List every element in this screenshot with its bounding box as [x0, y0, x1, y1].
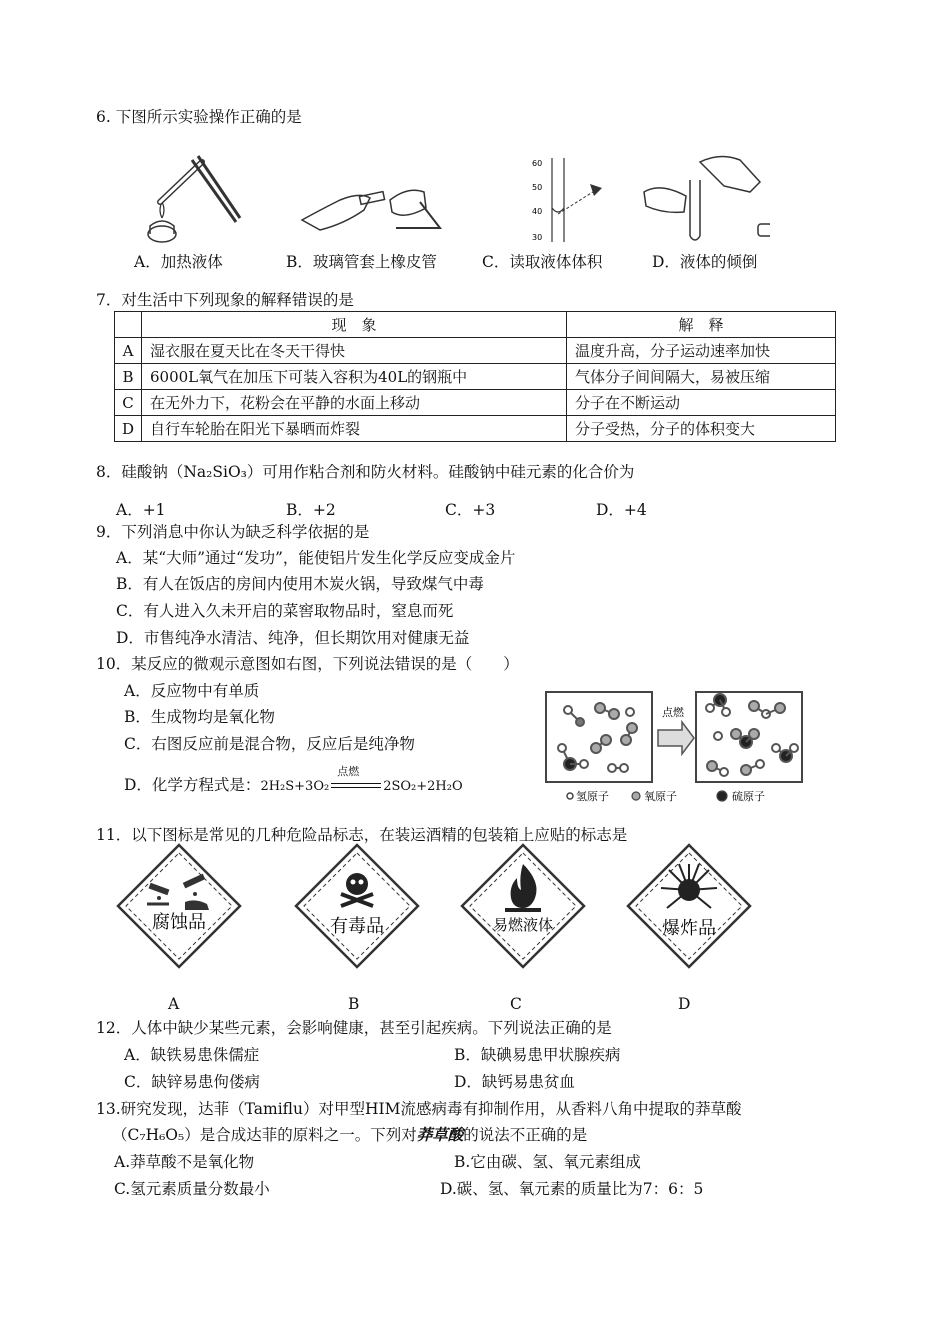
q11-letter-b: B [348, 995, 360, 1013]
q6-stem: 6. 下图所示实验操作正确的是 [96, 108, 302, 126]
glass-tube-rubber-hose-figure [300, 180, 450, 236]
table-row [115, 364, 836, 390]
q10-option-b: B．生成物均是氧化物 [124, 708, 275, 726]
q13-option-c: C.氢元素质量分数最小 [114, 1180, 270, 1198]
row-label: A [115, 338, 142, 364]
q12-option-d: D．缺钙易患贫血 [454, 1073, 575, 1091]
q7-header-blank [115, 312, 142, 338]
sign-label-flammable: 易燃液体 [492, 916, 554, 934]
q11-letter-d: D [678, 995, 691, 1013]
explosive-sign [625, 842, 753, 970]
q13-option-a: A.莽草酸不是氧化物 [114, 1153, 255, 1171]
q9-option-a: A．某“大师”通过“发功”，能使铝片发生化学反应变成金片 [116, 549, 516, 567]
q8-option-b: B．+2 [286, 501, 336, 519]
q13-option-d: D.碳、氢、氧元素的质量比为7：6：5 [440, 1180, 704, 1198]
row-label: D [115, 416, 142, 442]
tick-50: 50 [532, 183, 543, 192]
flammable-liquid-sign [459, 842, 587, 970]
q13-stem-line1: 13.研究发现，达菲（Tamiflu）对甲型HIM流感病毒有抑制作用，从香料八角中提取的莽草酸 [96, 1100, 742, 1118]
q7-table [114, 311, 836, 442]
table-row [115, 390, 836, 416]
q6-option-d: D．液体的倾倒 [652, 253, 758, 271]
q9-option-c: C．有人进入久未开启的菜窖取物品时，窒息而死 [116, 602, 454, 620]
table-row [115, 338, 836, 364]
q7-header-explanation: 解 释 [567, 312, 836, 338]
legend-oxygen: 氧原子 [644, 790, 677, 803]
sign-label-corrosive: 腐蚀品 [152, 912, 206, 933]
q13-stem-line2 [112, 1123, 587, 1145]
row-label: B [115, 364, 142, 390]
equation-arrow [329, 765, 383, 793]
q6-option-b: B．玻璃管套上橡皮管 [286, 253, 437, 271]
legend-hydrogen: 氢原子 [576, 790, 609, 803]
tick-40: 40 [532, 207, 543, 216]
equation-left: 2H₂S+3O₂ [260, 779, 330, 794]
q12-option-c: C．缺锌易患佝偻病 [124, 1073, 260, 1091]
q10-option-a: A．反应物中有单质 [124, 682, 260, 700]
pouring-liquid-figure [640, 152, 770, 248]
tick-30: 30 [532, 233, 543, 242]
q9-option-d: D．市售纯净水清洁、纯净，但长期饮用对健康无益 [116, 629, 470, 647]
q10-option-d-prefix: D．化学方程式是： [124, 776, 261, 794]
q13-option-b: B.它由碳、氢、氧元素组成 [454, 1153, 641, 1171]
q10-option-d [124, 765, 463, 795]
q8-stem: 8．硅酸钠（Na₂SiO₃）可用作粘合剂和防火材料。硅酸钠中硅元素的化合价为 [96, 463, 635, 481]
q10-stem: 10．某反应的微观示意图如右图，下列说法错误的是（ ） [96, 655, 519, 673]
heating-liquid-figure [140, 152, 250, 248]
tick-60: 60 [532, 159, 543, 168]
q6-option-c: C．读取液体体积 [482, 253, 603, 271]
q11-letter-c: C [510, 995, 522, 1013]
row-label: C [115, 390, 142, 416]
explanation-cell: 分子在不断运动 [567, 390, 836, 416]
q13-stem-part3: 的说法不正确的是 [463, 1126, 588, 1144]
reaction-micro-diagram [540, 690, 818, 808]
q10-option-c: C．右图反应前是混合物，反应后是纯净物 [124, 735, 415, 753]
q8-option-c: C．+3 [445, 501, 496, 519]
phenomenon-cell: 自行车轮胎在阳光下暴晒而炸裂 [142, 416, 567, 442]
legend-sulfur: 硫原子 [732, 790, 765, 803]
q13-stem-part1: （C₇H₆O₅）是合成达菲的原料之一。下列对 [112, 1126, 417, 1144]
reading-volume-figure [530, 154, 620, 246]
explanation-cell: 气体分子间间隔大，易被压缩 [567, 364, 836, 390]
phenomenon-cell: 在无外力下，花粉会在平静的水面上移动 [142, 390, 567, 416]
sign-label-toxic: 有毒品 [330, 916, 384, 937]
arrow-label: 点燃 [662, 706, 684, 719]
q12-option-a: A．缺铁易患侏儒症 [124, 1046, 260, 1064]
table-row [115, 416, 836, 442]
q9-option-b: B．有人在饭店的房间内使用木炭火锅，导致煤气中毒 [116, 575, 484, 593]
q8-option-a: A．+1 [116, 501, 166, 519]
equation-condition: 点燃 [337, 765, 360, 778]
q8-option-d: D．+4 [596, 501, 647, 519]
q13-emphasis: 莽草酸 [416, 1125, 464, 1144]
q7-header-row [115, 312, 836, 338]
phenomenon-cell: 湿衣服在夏天比在冬天干得快 [142, 338, 567, 364]
corrosive-sign [115, 842, 243, 970]
phenomenon-cell: 6000L氧气在加压下可装入容积为40L的钢瓶中 [142, 364, 567, 390]
explanation-cell: 分子受热，分子的体积变大 [567, 416, 836, 442]
q12-option-b: B．缺碘易患甲状腺疾病 [454, 1046, 621, 1064]
q7-header-phenomenon: 现 象 [142, 312, 567, 338]
q9-stem: 9．下列消息中你认为缺乏科学依据的是 [96, 523, 370, 541]
q11-letter-a: A [168, 995, 180, 1013]
q6-option-a: A．加热液体 [134, 253, 223, 271]
q7-stem: 7．对生活中下列现象的解释错误的是 [96, 291, 354, 309]
sign-label-explosive: 爆炸品 [662, 918, 716, 939]
equation-right: 2SO₂+2H₂O [383, 779, 463, 794]
q12-stem: 12．人体中缺少某些元素，会影响健康，甚至引起疾病。下列说法正确的是 [96, 1019, 612, 1037]
toxic-sign [293, 842, 421, 970]
q11-stem: 11．以下图标是常见的几种危险品标志，在装运酒精的包装箱上应贴的标志是 [96, 826, 628, 844]
explanation-cell: 温度升高，分子运动速率加快 [567, 338, 836, 364]
